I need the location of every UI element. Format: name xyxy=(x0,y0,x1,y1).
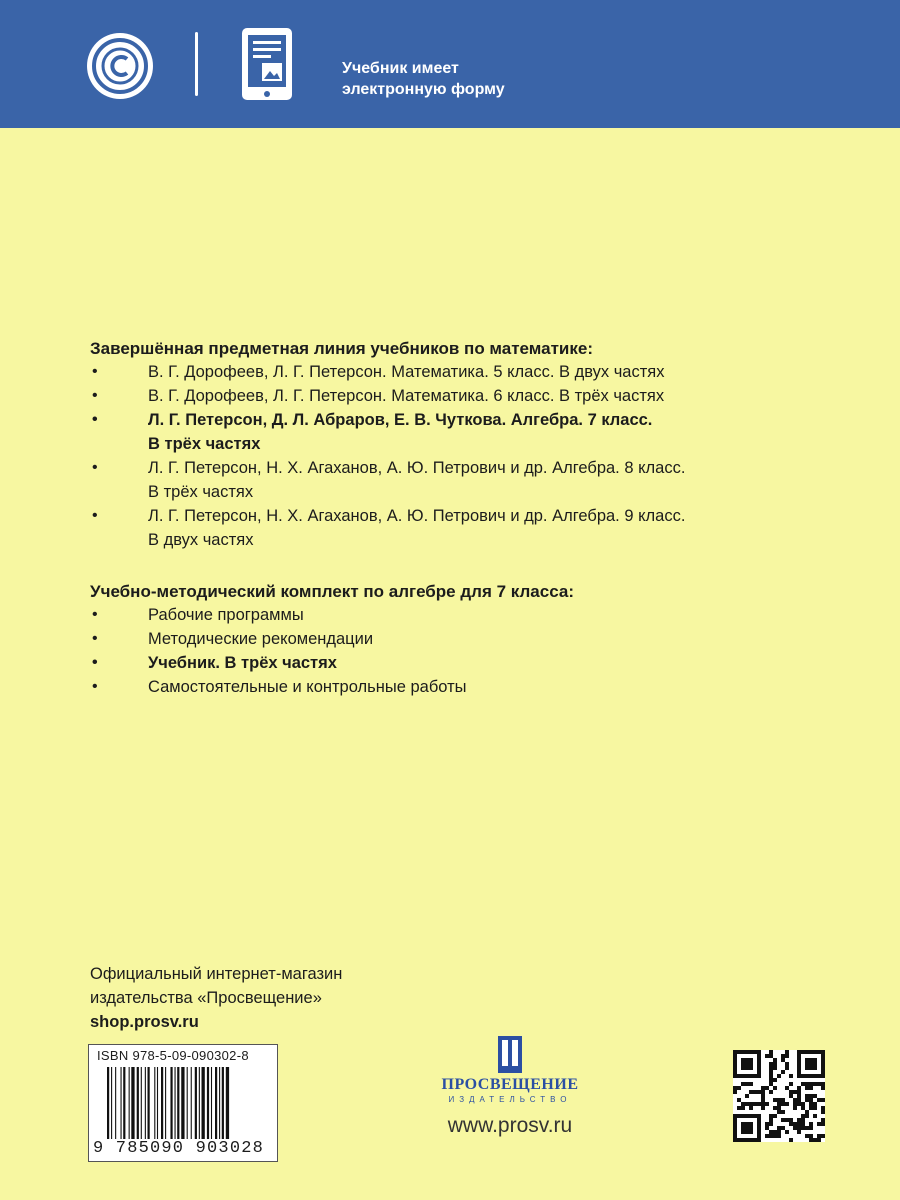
item-text-cont: В двух частях xyxy=(148,531,254,549)
bullet: • xyxy=(92,606,98,623)
item-text: Рабочие программы xyxy=(148,606,304,624)
publisher-logo xyxy=(420,1034,600,1138)
series-section xyxy=(90,338,870,552)
shop-url[interactable]: shop.prosv.ru xyxy=(90,1013,199,1031)
header-divider xyxy=(195,32,198,96)
publisher-name: ПРОСВЕЩЕНИЕ xyxy=(441,1076,579,1093)
isbn-barcode xyxy=(88,1044,278,1162)
bullet: • xyxy=(92,363,98,380)
bullet: • xyxy=(92,507,98,524)
item-text-cont: В трёх частях xyxy=(148,435,261,453)
list-item xyxy=(90,603,870,627)
item-text: Учебник. В трёх частях xyxy=(148,654,337,672)
list-item xyxy=(90,675,870,699)
top-band xyxy=(0,0,900,128)
item-text: Л. Г. Петерсон, Д. Л. Абраров, Е. В. Чуткова. Алгебра. 7 класс. xyxy=(148,411,653,429)
shop-line-2: издательства «Просвещение» xyxy=(90,989,322,1007)
list-item xyxy=(90,627,870,651)
copyright-circle-icon xyxy=(84,30,156,102)
publisher-mark-icon xyxy=(495,1034,525,1074)
list-item xyxy=(90,360,870,384)
bullet: • xyxy=(92,630,98,647)
item-text: В. Г. Дорофеев, Л. Г. Петерсон. Математика. 5 класс. В двух частях xyxy=(148,363,665,381)
kit-section xyxy=(90,581,870,699)
bullet: • xyxy=(92,387,98,404)
item-text: Методические рекомендации xyxy=(148,630,374,648)
electronic-form-note xyxy=(342,58,582,100)
kit-title: Учебно-методический комплект по алгебре для 7 класса: xyxy=(90,582,574,601)
list-item xyxy=(90,384,870,408)
eform-line-1: Учебник имеет xyxy=(342,60,459,77)
bullet: • xyxy=(92,459,98,476)
shop-line-1: Официальный интернет-магазин xyxy=(90,965,343,983)
list-item xyxy=(90,408,870,456)
shop-info xyxy=(90,962,342,1034)
list-item xyxy=(90,456,870,504)
series-title: Завершённая предметная линия учебников по математике: xyxy=(90,339,593,358)
series-list xyxy=(90,360,870,552)
item-text: Л. Г. Петерсон, Н. Х. Агаханов, А. Ю. Петрович и др. Алгебра. 8 класс. xyxy=(148,459,686,477)
bullet: • xyxy=(92,411,98,428)
list-item xyxy=(90,504,870,552)
eform-line-2: электронную форму xyxy=(342,81,505,98)
item-text-cont: В трёх частях xyxy=(148,483,254,501)
isbn-label: ISBN 978-5-09-090302-8 xyxy=(97,1048,249,1063)
item-text: В. Г. Дорофеев, Л. Г. Петерсон. Математика. 6 класс. В трёх частях xyxy=(148,387,665,405)
bullet: • xyxy=(92,654,98,671)
item-text: Самостоятельные и контрольные работы xyxy=(148,678,467,696)
publisher-url[interactable]: www.prosv.ru xyxy=(447,1114,573,1137)
list-item xyxy=(90,651,870,675)
bullet: • xyxy=(92,678,98,695)
publisher-subtitle: ИЗДАТЕЛЬСТВО xyxy=(448,1095,572,1104)
tablet-icon xyxy=(240,26,294,102)
qr-code-icon xyxy=(733,1050,825,1142)
barcode-digits: 9 785090 903028 xyxy=(93,1139,265,1158)
barcode-image xyxy=(107,1067,269,1139)
kit-list xyxy=(90,603,870,699)
item-text: Л. Г. Петерсон, Н. Х. Агаханов, А. Ю. Петрович и др. Алгебра. 9 класс. xyxy=(148,507,686,525)
